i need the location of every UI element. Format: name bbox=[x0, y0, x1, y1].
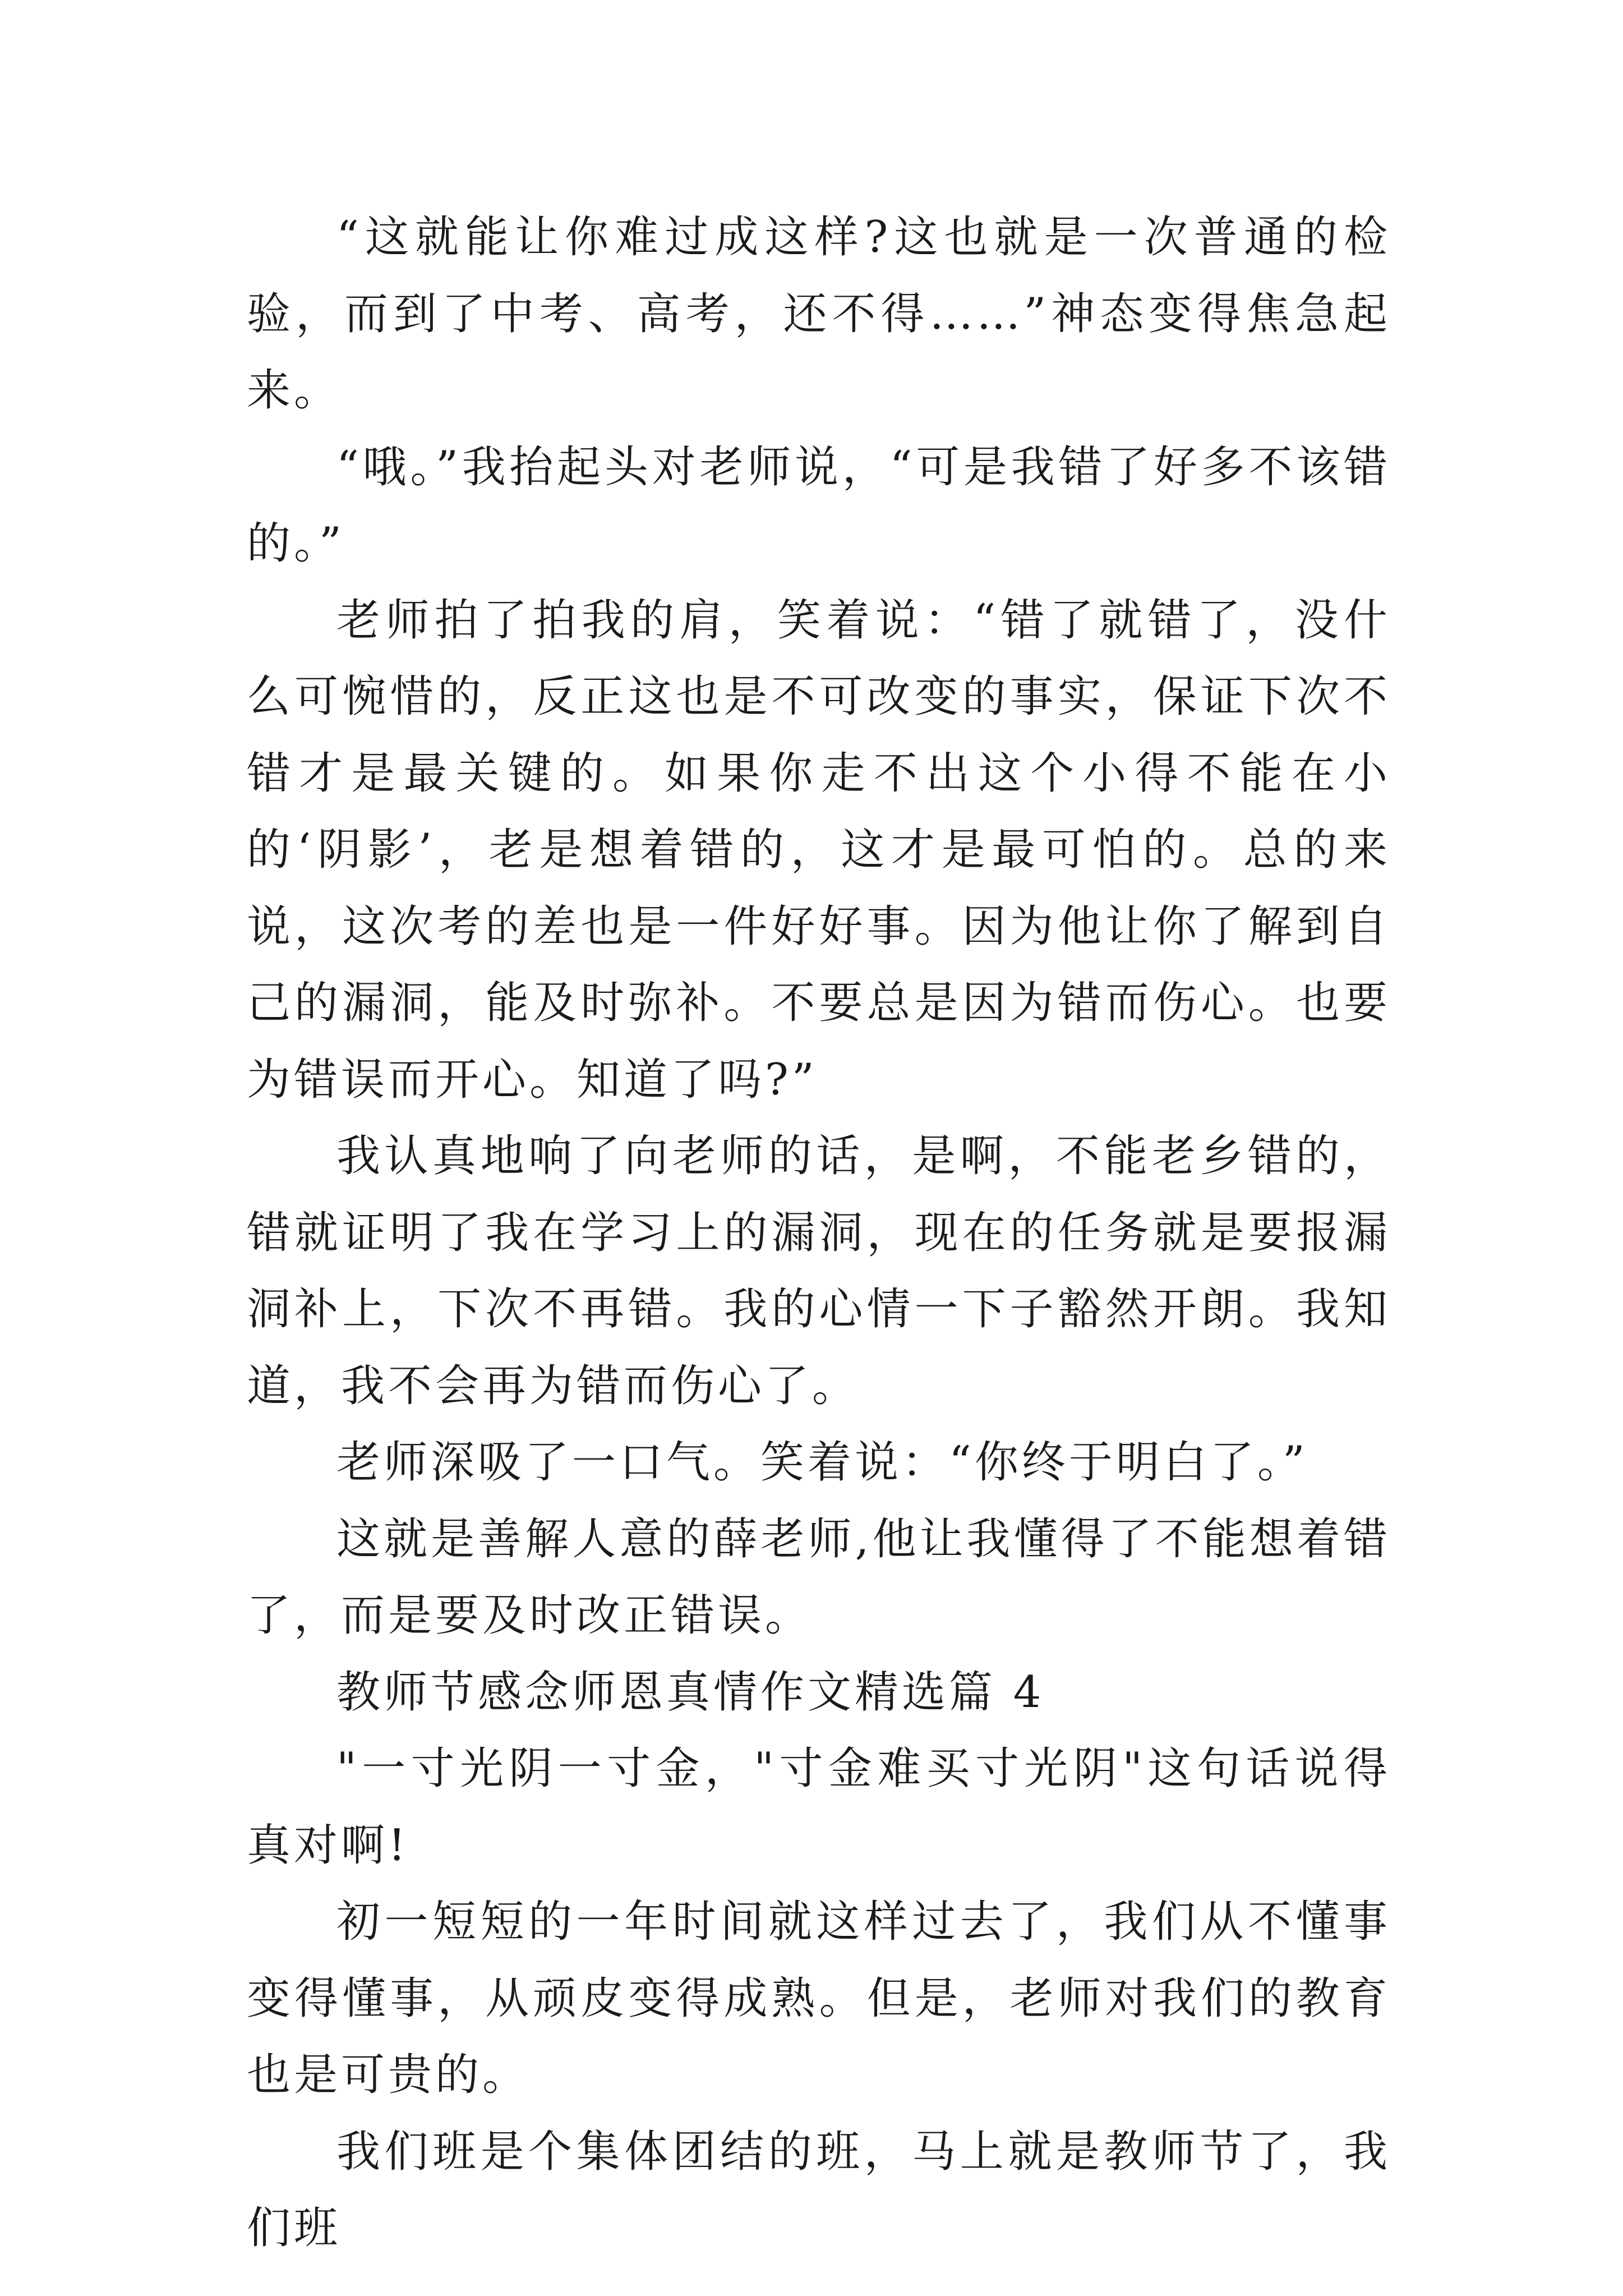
paragraph: 我认真地响了向老师的话，是啊，不能老乡错的，错就证明了我在学习上的漏洞，现在的任务就是要报漏洞补上，下次不再错。我的心情一下子豁然开朗。我知道，我不会再为错而伤心了。 bbox=[247, 1131, 1391, 1411]
paragraph: 初一短短的一年时间就这样过去了，我们从不懂事变得懂事，从顽皮变得成熟。但是，老师对我们的教育也是可贵的。 bbox=[247, 1897, 1391, 2100]
section-heading: 教师节感念师恩真情作文精选篇 4 bbox=[336, 1667, 1045, 1718]
paragraph: 这就是善解人意的薛老师,他让我懂得了不能想着错了，而是要及时改正错误。 bbox=[247, 1513, 1391, 1641]
paragraph: 老师深吸了一口气。笑着说：“你终于明白了。” bbox=[336, 1437, 1308, 1488]
paragraph: “这就能让你难过成这样?这也就是一次普通的检验，而到了中考、高考，还不得……”神态变得焦急起来。 bbox=[247, 212, 1391, 416]
paragraph: “哦。”我抬起头对老师说，“可是我错了好多不该错的。” bbox=[247, 441, 1391, 569]
paragraph: "一寸光阴一寸金，"寸金难买寸光阴"这句话说得真对啊! bbox=[247, 1743, 1391, 1871]
document-body bbox=[247, 199, 1391, 2267]
paragraph: 我们班是个集体团结的班，马上就是教师节了，我们班 bbox=[247, 2126, 1391, 2253]
paragraph: 老师拍了拍我的肩，笑着说：“错了就错了，没什么可惋惜的，反正这也是不可改变的事实，保证下次不错才是最关键的。如果你走不出这个小得不能在小的‘阴影’，老是想着错的，这才是最可怕的。总的来说，这次考的差也是一件好好事。因为他让你了解到自己的漏洞，能及时弥补。不要总是因为错而伤心。也要为错误而开心。知道了吗?” bbox=[247, 595, 1391, 1105]
